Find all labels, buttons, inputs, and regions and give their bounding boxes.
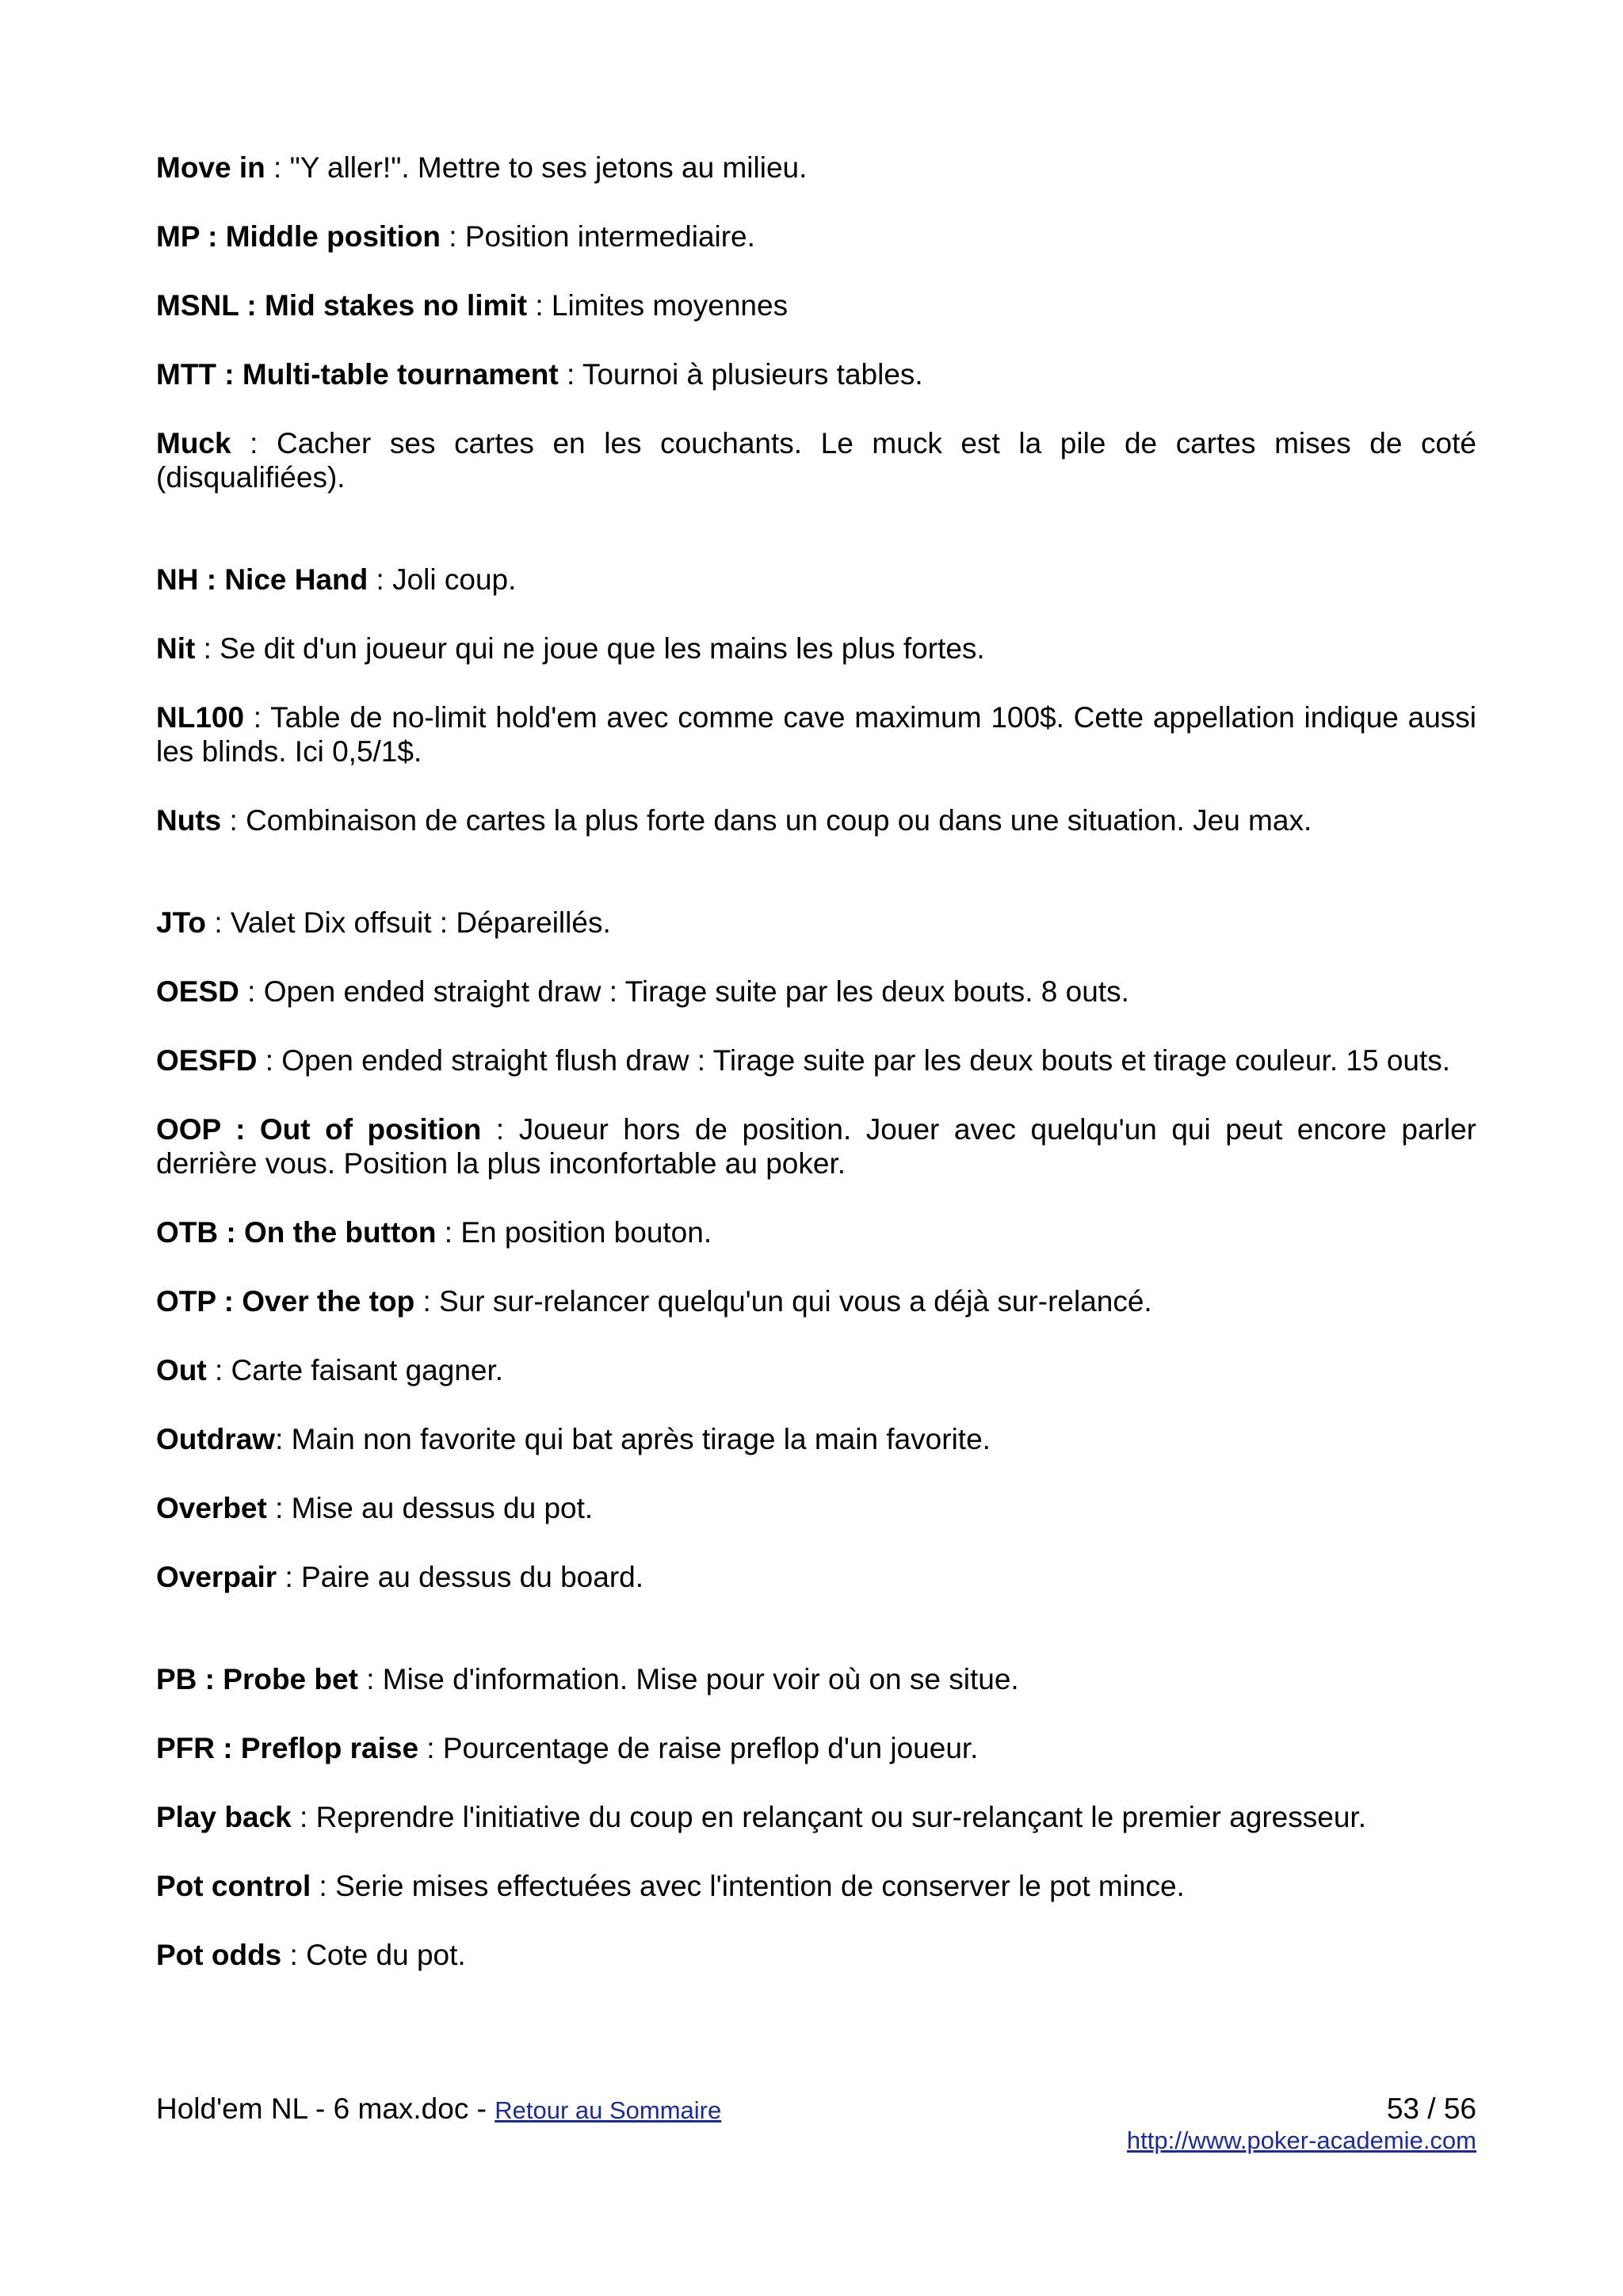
entry-definition: : Paire au dessus du board. — [277, 1561, 643, 1593]
glossary-entry-oesfd — [156, 1043, 1476, 1077]
entry-definition: : Mise d'information. Mise pour voir où on se situe. — [357, 1663, 1019, 1695]
entry-term: Move in — [156, 151, 265, 184]
entry-term: PB : Probe bet — [156, 1663, 358, 1695]
entry-definition: : Open ended straight flush draw : Tirage suite par les deux bouts et tirage couleur. 15 outs. — [257, 1044, 1451, 1077]
glossary-entry-mtt — [156, 357, 1476, 391]
entry-definition: : Sur sur-relancer quelqu'un qui vous a déjà sur-relancé. — [414, 1285, 1152, 1318]
entry-term: MTT : Multi-table tournament — [156, 358, 559, 391]
glossary-entry-jto — [156, 906, 1476, 940]
entry-definition: : Open ended straight draw : Tirage suite par les deux bouts. 8 outs. — [239, 975, 1129, 1008]
glossary-entry-pot-odds — [156, 1938, 1476, 1972]
entry-definition: : Joli coup. — [368, 563, 517, 596]
entry-term: MSNL : Mid stakes no limit — [156, 289, 528, 322]
entry-definition: : Tournoi à plusieurs tables. — [558, 358, 923, 391]
toc-link[interactable]: Retour au Sommaire — [495, 2096, 722, 2124]
entry-term: Muck — [156, 427, 231, 460]
entry-term: JTo — [156, 906, 207, 939]
entry-term: Overpair — [156, 1561, 277, 1593]
entry-definition: : Position intermediaire. — [441, 220, 755, 253]
entry-definition: : En position bouton. — [436, 1216, 712, 1249]
glossary-entry-oesd — [156, 974, 1476, 1009]
page-number: 53 / 56 — [1386, 2092, 1476, 2125]
entry-term: MP : Middle position — [156, 220, 441, 253]
entry-definition: : Cacher ses cartes en les couchants. Le muck est la pile de cartes mises de coté (disqualifiées). — [156, 427, 1476, 494]
entry-term: Nit — [156, 632, 196, 665]
entry-term: OTP : Over the top — [156, 1285, 415, 1318]
entry-term: Pot control — [156, 1870, 311, 1902]
entry-term: Outdraw — [156, 1423, 276, 1455]
entry-definition: : Valet Dix offsuit : Dépareillés. — [206, 906, 611, 939]
glossary-entry-overbet — [156, 1491, 1476, 1525]
entry-definition: : Se dit d'un joueur qui ne joue que les mains les plus fortes. — [195, 632, 985, 665]
glossary-entry-pfr — [156, 1731, 1476, 1765]
entry-term: Pot odds — [156, 1939, 282, 1971]
entry-definition: : Mise au dessus du pot. — [266, 1492, 594, 1524]
entry-definition: : Cote du pot. — [281, 1939, 466, 1971]
glossary-entry-overpair — [156, 1560, 1476, 1594]
glossary-entry-pot-control — [156, 1869, 1476, 1903]
entry-definition: : Pourcentage de raise preflop d'un joueur. — [418, 1732, 979, 1764]
entry-term: OOP : Out of position — [156, 1113, 482, 1146]
entry-term: NL100 — [156, 701, 245, 734]
entry-definition: : Combinaison de cartes la plus forte dans un coup ou dans une situation. Jeu max. — [221, 804, 1312, 837]
entry-definition: : Limites moyennes — [527, 289, 789, 322]
entry-definition: : Main non favorite qui bat après tirage la main favorite. — [275, 1423, 991, 1455]
glossary-entry-nit — [156, 631, 1476, 666]
website-link[interactable]: http://www.poker-academie.com — [1126, 2126, 1476, 2154]
footer-doc-info — [156, 2092, 721, 2127]
entry-definition: : Joueur hors de position. Jouer avec quelqu'un qui peut encore parler derrière vous. Position la plus inconfortable au poker. — [156, 1113, 1476, 1180]
glossary-entry-muck — [156, 426, 1476, 494]
entry-term: Play back — [156, 1801, 292, 1833]
glossary-entry-mp — [156, 219, 1476, 254]
entry-definition: : Table de no-limit hold'em avec comme cave maximum 100$. Cette appellation indique aussi les blinds. Ici 0,5/1$. — [156, 701, 1476, 768]
glossary-entry-play-back — [156, 1800, 1476, 1834]
glossary-entry-oop — [156, 1112, 1476, 1180]
entry-term: PFR : Preflop raise — [156, 1732, 419, 1764]
entry-definition: : Reprendre l'initiative du coup en relançant ou sur-relançant le premier agresseur. — [291, 1801, 1366, 1833]
entry-term: NH : Nice Hand — [156, 563, 369, 596]
entry-definition: : "Y aller!". Mettre to ses jetons au milieu. — [265, 151, 808, 184]
glossary-entry-otp — [156, 1284, 1476, 1318]
glossary-entry-nuts — [156, 803, 1476, 837]
glossary-entry-msnl — [156, 288, 1476, 322]
entry-term: OESFD — [156, 1044, 258, 1077]
glossary-entry-outdraw — [156, 1422, 1476, 1456]
page-footer — [156, 2092, 1476, 2163]
entry-term: OTB : On the button — [156, 1216, 437, 1249]
entry-definition: : Carte faisant gagner. — [206, 1354, 504, 1386]
entry-term: Nuts — [156, 804, 222, 837]
glossary-entry-nl100 — [156, 700, 1476, 769]
glossary-entry-nh — [156, 563, 1476, 597]
glossary-entry-pb — [156, 1662, 1476, 1696]
entry-term: Overbet — [156, 1492, 267, 1524]
glossary-entry-otb — [156, 1215, 1476, 1249]
glossary-entry-out — [156, 1353, 1476, 1387]
entry-term: Out — [156, 1354, 207, 1386]
entry-term: OESD — [156, 975, 239, 1008]
glossary-entry-move-in — [156, 151, 1476, 185]
glossary-page — [156, 151, 1476, 2007]
footer-doc-title: Hold'em NL - 6 max.doc - — [156, 2092, 495, 2125]
entry-definition: : Serie mises effectuées avec l'intention de conserver le pot mince. — [311, 1870, 1185, 1902]
